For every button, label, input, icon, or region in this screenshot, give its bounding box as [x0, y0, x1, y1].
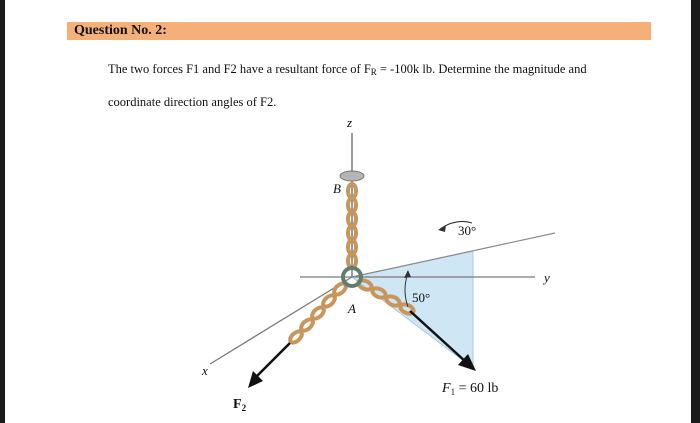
left-border [0, 0, 5, 423]
question-header-band [67, 22, 651, 40]
f1-label-value: = 60 lb [455, 381, 499, 396]
f1-label-symbol: F [442, 381, 451, 396]
f1-label [441, 381, 498, 397]
y-axis-label: y [544, 270, 550, 285]
problem-line-2: coordinate direction angles of F2. [108, 95, 277, 109]
angle-30-label: 30° [458, 223, 477, 238]
f2-label-symbol: F [233, 397, 242, 412]
force-diagram [190, 105, 570, 423]
angle-30-arrowhead [438, 225, 446, 232]
resultant-subscript: R [370, 67, 377, 77]
question-title: Question No. 2: [74, 23, 167, 38]
f1-label-subscript: 1 [450, 387, 456, 397]
f2-arrow-shaft [256, 343, 290, 377]
z-axis-label: z [347, 115, 353, 130]
point-a-label: A [348, 301, 356, 316]
problem-line-1 [108, 54, 653, 87]
vertical-chain [348, 184, 356, 268]
x-axis-label: x [202, 363, 208, 378]
right-border [691, 0, 700, 423]
problem-line-1-start: The two forces F1 and F2 have a resultant force of F [108, 62, 371, 76]
problem-line-1-end: = -100k lb. Determine the magnitude and [376, 62, 587, 76]
support-plate [340, 171, 364, 181]
point-b-label: B [333, 181, 341, 196]
f2-chain [288, 281, 348, 344]
f2-label-subscript: 2 [241, 403, 247, 413]
angle-50-label: 50° [412, 290, 431, 305]
f2-label [233, 397, 247, 413]
